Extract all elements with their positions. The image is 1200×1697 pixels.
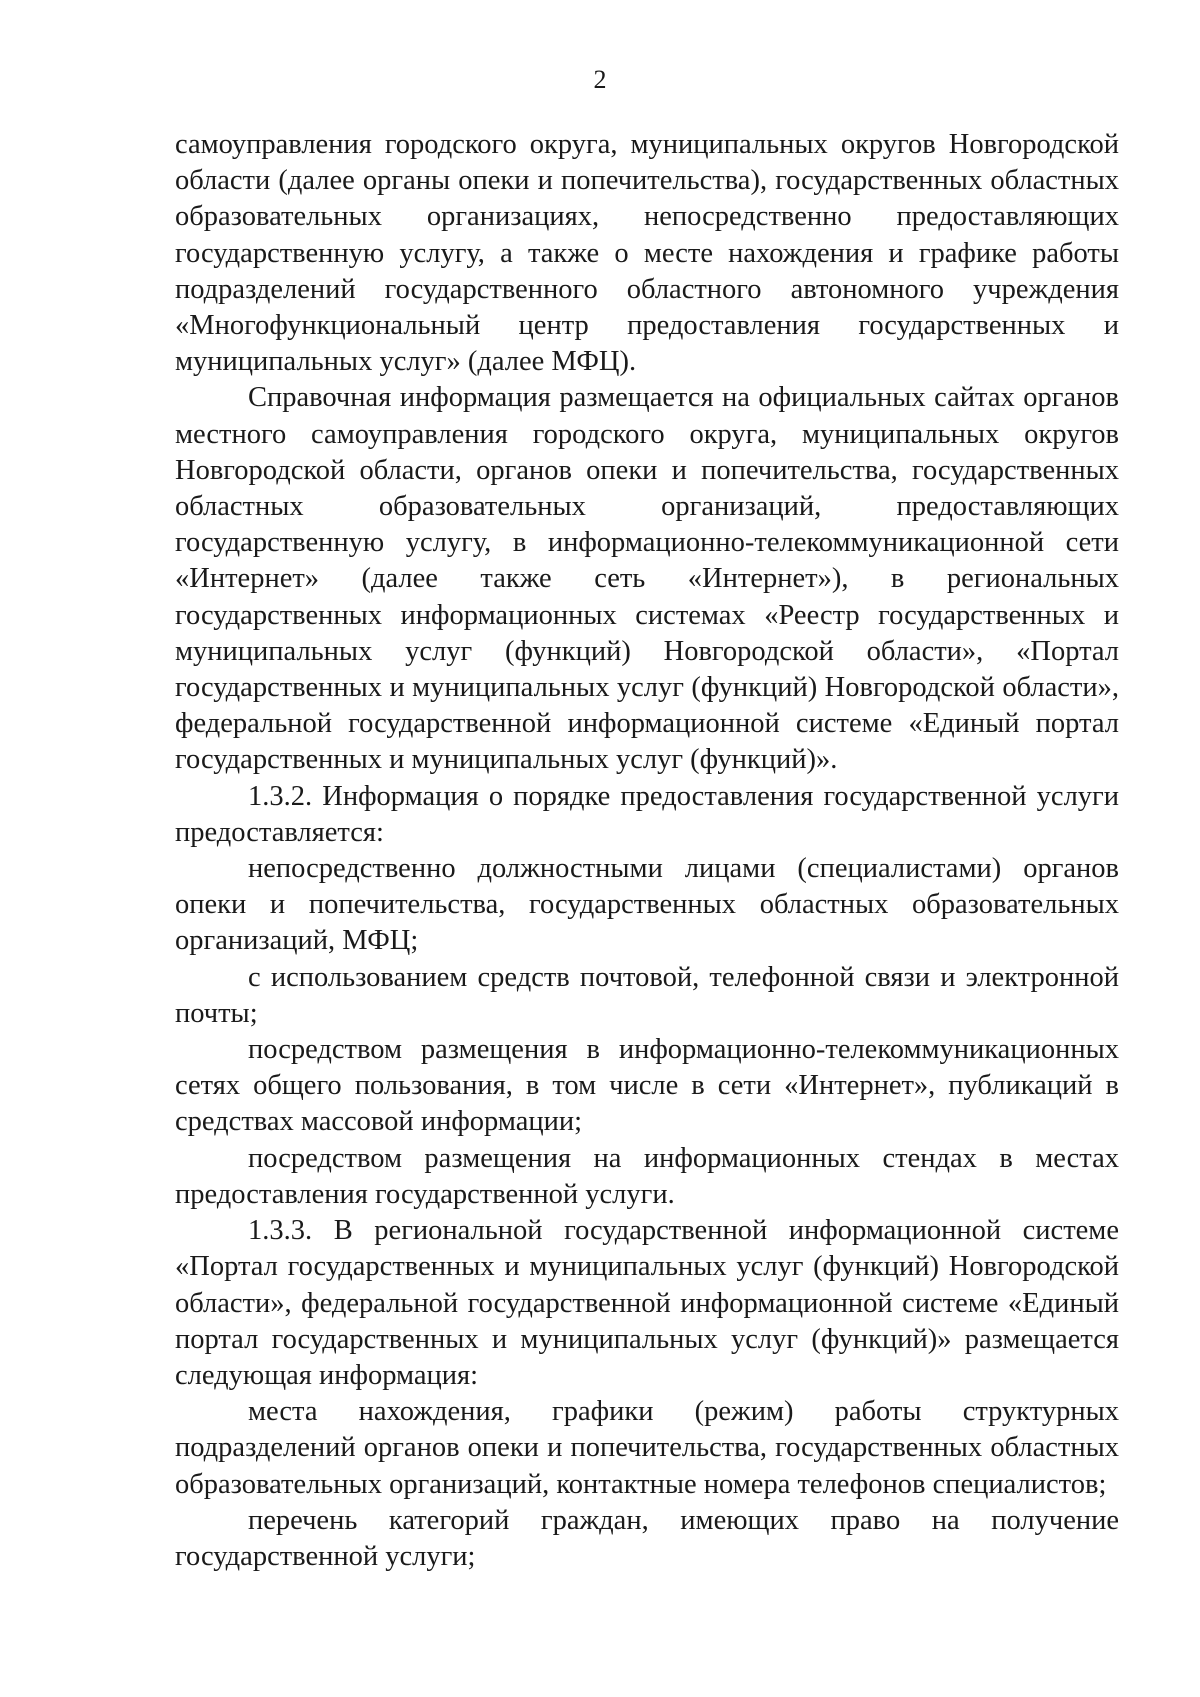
document-body (175, 127, 1119, 1575)
paragraph-categories: перечень категорий граждан, имеющих право на получение государственной услуги; (175, 1504, 1119, 1572)
paragraph-networks: посредством размещения в информационно-телекоммуникационных сетях общего пользования, в том числе в сети «Интернет», публикаций в средствах массовой информации; (175, 1034, 1119, 1138)
paragraph-reference-info: Справочная информация размещается на официальных сайтах органов местного самоуправления городского округа, муниципальных округов Новгородской области, органов опеки и попечительства, государственных областных образовательных организаций, предоставляющих государственную услугу, в информационно-телекоммуникационной сети «Интернет» (далее также сеть «Интернет»), в региональных государственных информационных системах «Реестр государственных и муниципальных услуг (функций) Новгородской области», «Портал государственных и муниципальных услуг (функций) Новгородской области», федеральной государственной информационной системе «Единый портал государственных и муниципальных услуг (функций)». (175, 382, 1119, 776)
paragraph-1-3-3: 1.3.3. В региональной государственной информационной системе «Портал государственных и муниципальных услуг (функций) Новгородской области», федеральной государственной информационной системе «Единый портал государственных и муниципальных услуг (функций)» размещается следующая информация: (175, 1215, 1119, 1391)
paragraph-locations: места нахождения, графики (режим) работы структурных подразделений органов опеки и попечительства, государственных областных образовательных организаций, контактные номера телефонов специалистов; (175, 1396, 1119, 1500)
paragraph-1-3-2: 1.3.2. Информация о порядке предоставления государственной услуги предоставляется: (175, 780, 1119, 848)
paragraph-continuation: самоуправления городского округа, муниципальных округов Новгородской области (далее органы опеки и попечительства), государственных областных образовательных организациях, непосредственно предоставляющих государственную услугу, а также о месте нахождения и графике работы подразделений государственного областного автономного учреждения «Многофункциональный центр предоставления государственных и муниципальных услуг» (далее МФЦ). (175, 129, 1119, 378)
paragraph-mail-phone: с использованием средств почтовой, телефонной связи и электронной почты; (175, 961, 1119, 1029)
paragraph-officials: непосредственно должностными лицами (специалистами) органов опеки и попечительства, государственных областных образовательных организаций, МФЦ; (175, 853, 1119, 957)
page-number: 2 (593, 65, 607, 94)
paragraph-stands: посредством размещения на информационных стендах в местах предоставления государственной услуги. (175, 1142, 1119, 1210)
